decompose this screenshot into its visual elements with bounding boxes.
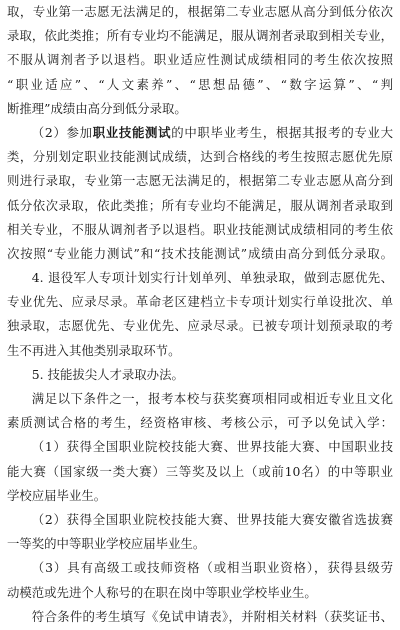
text-line: （2）获得全国职业院校技能大赛、世界技能大赛安徽省选拔赛 bbox=[31, 511, 393, 527]
text-line: 类，分别划定职业技能测试成绩，达到合格线的考生按照志愿优先原 bbox=[7, 149, 393, 165]
text-line: “职业适应”、“人文素养”、“思想品德”、“数字运算”、“判 bbox=[7, 76, 393, 92]
emphasis-text: 职业技能测试 bbox=[92, 124, 172, 140]
text-line: 符合条件的考生填写《免试申请表》，并附相关材料（获奖证书、 bbox=[31, 608, 393, 624]
text-segment: （2）参加 bbox=[31, 124, 93, 140]
paragraph-veterans-special-plan bbox=[7, 266, 393, 363]
text-line: 相关专业，不服从调剂者予以退档。职业技能测试成绩相同的考生依 bbox=[7, 221, 393, 237]
text-segment: 的中职毕业考生，根据其报考的专业大 bbox=[171, 124, 393, 140]
text-line: 学校应届毕业生。 bbox=[7, 487, 107, 503]
text-line: 4. 退役军人专项计划实行计划单列、单独录取，做到志愿优先、 bbox=[31, 270, 393, 286]
paragraph-aptitude-test-admission bbox=[7, 0, 393, 121]
text-line: 能大赛（国家级一类大赛）三等奖及以上（或前10名）的中等职业 bbox=[7, 463, 393, 479]
paragraph-skills-test-admission bbox=[7, 121, 393, 266]
paragraph-condition-3 bbox=[7, 556, 393, 604]
text-line: 独录取，志愿优先、专业优先、应录尽录。已被专项计划预录取的考 bbox=[7, 318, 393, 334]
text-line bbox=[7, 121, 393, 145]
text-line: （3）具有高级工或技师资格（或相当职业资格），获得县级劳 bbox=[31, 560, 393, 576]
section-top-skills-talent bbox=[7, 363, 393, 629]
paragraph-eligibility-intro bbox=[7, 387, 393, 435]
text-line: 动模范或先进个人称号的在职在岗中等职业学校毕业生。 bbox=[7, 584, 317, 600]
text-line: 素质测试合格的考生，经资格审核、考核公示，可予以免试入学： bbox=[7, 415, 393, 431]
text-line: 录取，依此类推；所有专业均不能满足，服从调剂者录取到相关专业， bbox=[7, 28, 393, 44]
text-line: 不服从调剂者予以退档。职业适应性测试成绩相同的考生依次按照 bbox=[7, 52, 393, 68]
section-heading: 5. 技能拔尖人才录取办法。 bbox=[31, 366, 184, 382]
text-line: （1）获得全国职业院校技能大赛、世界技能大赛、中国职业技 bbox=[31, 439, 393, 455]
text-line: 次按照“专业能力测试”和“技术技能测试”成绩由高分到低分录取。 bbox=[7, 245, 393, 261]
text-line: 取，专业第一志愿无法满足的，根据第二专业志愿从高分到低分依次 bbox=[7, 4, 393, 19]
paragraph-condition-1 bbox=[7, 435, 393, 508]
text-line: 断推理”成绩由高分到低分录取。 bbox=[7, 100, 187, 116]
text-line: 则进行录取，专业第一志愿无法满足的，根据第二专业志愿从高分到 bbox=[7, 173, 393, 189]
text-line: 低分依次录取，依此类推；所有专业均不能满足，服从调剂者录取到 bbox=[7, 197, 393, 213]
paragraph-condition-2 bbox=[7, 508, 393, 556]
text-line: 满足以下条件之一，报考本校与获奖赛项相同或相近专业且文化 bbox=[31, 391, 393, 406]
paragraph-application-instructions bbox=[7, 605, 393, 629]
text-line: 专业优先、应录尽录。革命老区建档立卡专项计划实行单设批次、单 bbox=[7, 294, 393, 310]
text-line: 生不再进入其他类别录取环节。 bbox=[7, 342, 181, 358]
text-line: 一等奖的中等职业学校应届毕业生。 bbox=[7, 536, 206, 552]
